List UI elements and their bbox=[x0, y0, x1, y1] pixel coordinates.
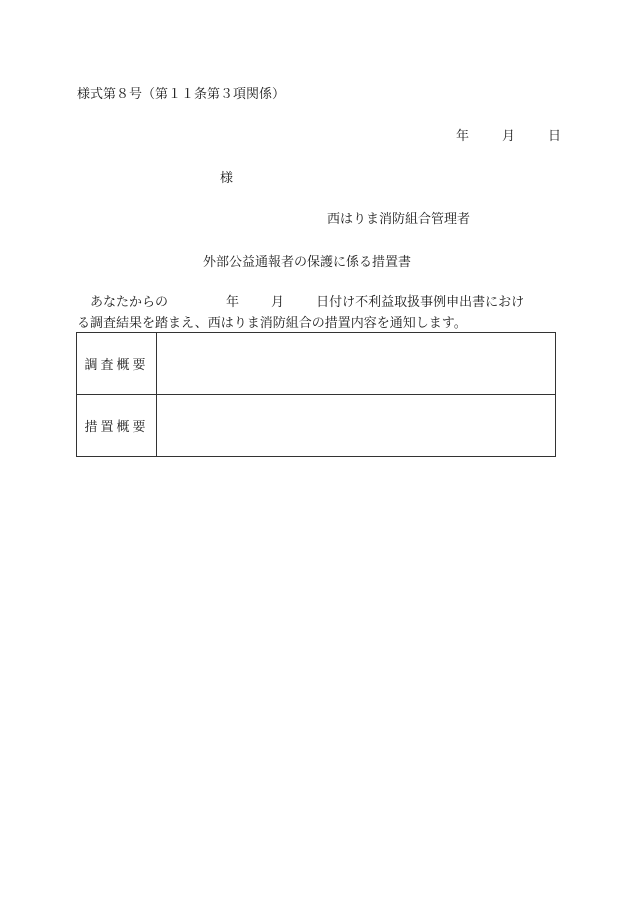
body-paragraph bbox=[77, 292, 557, 334]
body-line1-rest: 日付け不利益取扱事例申出書におけ bbox=[316, 295, 525, 310]
addressee-honorific: 様 bbox=[220, 171, 234, 186]
body-line-2: る調査結果を踏まえ、西はりま消防組合の措置内容を通知します。 bbox=[77, 316, 467, 331]
measures-summary-label: 措置概要 bbox=[77, 395, 157, 457]
body-line-1 bbox=[77, 292, 557, 313]
body-prefix: あなたからの bbox=[90, 295, 169, 310]
table-row bbox=[77, 333, 556, 395]
date-month-label: 月 bbox=[502, 129, 516, 144]
measures-summary-field[interactable] bbox=[157, 395, 556, 457]
table-row bbox=[77, 395, 556, 457]
form-number: 様式第８号（第１１条第３項関係） bbox=[77, 87, 286, 102]
date-line bbox=[456, 125, 561, 144]
date-year-label: 年 bbox=[456, 129, 470, 144]
body-month-label: 月 bbox=[271, 295, 285, 310]
date-day-label: 日 bbox=[548, 129, 562, 144]
sender-name: 西はりま消防組合管理者 bbox=[327, 212, 471, 227]
body-year-label: 年 bbox=[226, 295, 240, 310]
info-table bbox=[76, 332, 556, 457]
investigation-summary-field[interactable] bbox=[157, 333, 556, 395]
document-title: 外部公益通報者の保護に係る措置書 bbox=[203, 255, 412, 270]
investigation-summary-label: 調査概要 bbox=[77, 333, 157, 395]
